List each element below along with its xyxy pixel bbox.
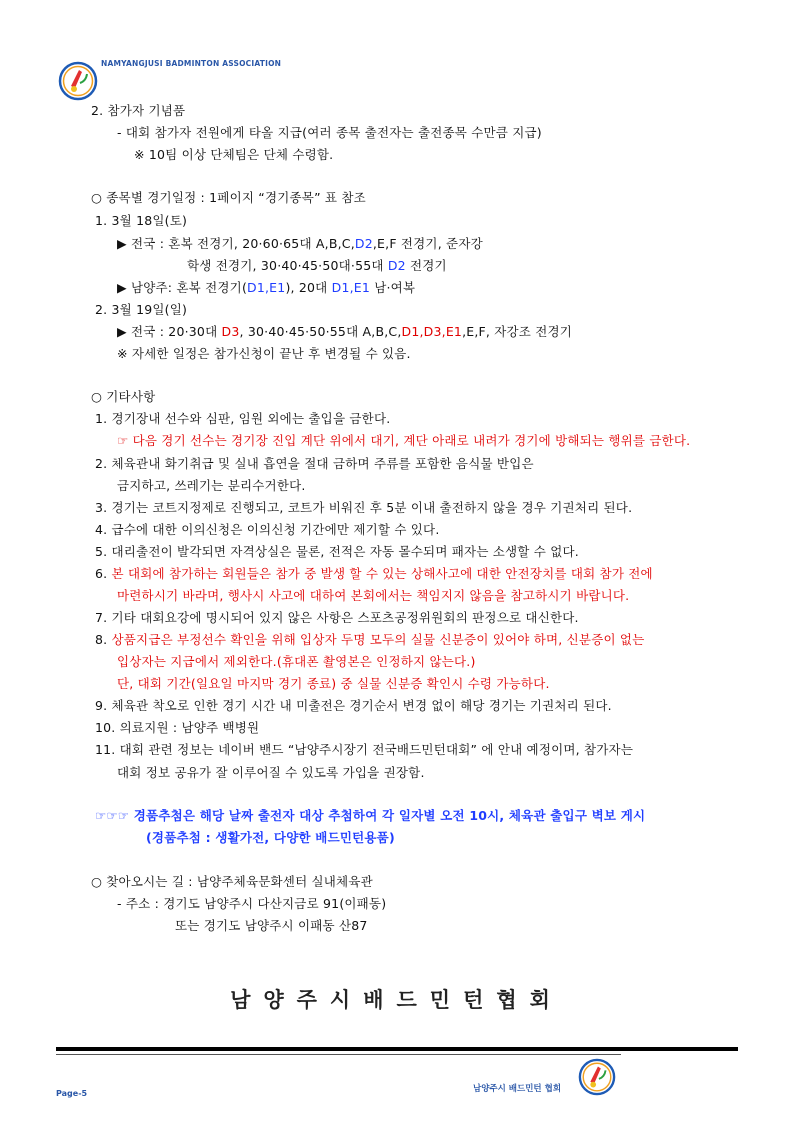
rule-2-cont: 금지하고, 쓰레기는 분리수거한다. [117, 478, 306, 493]
rule-6-cont: 마련하시기 바라며, 행사시 사고에 대하여 본회에서는 책임지지 않음을 참고하시기 바랍니다. [117, 588, 630, 603]
rule-6: 6. 본 대회에 참가하는 회원들은 참가 중 발생 할 수 있는 상해사고에 대한 안전장치를 대회 참가 전에 [95, 566, 653, 581]
rule-7: 7. 기타 대회요강에 명시되어 있지 않은 사항은 스포츠공정위원회의 판정으로 대신한다. [95, 610, 579, 625]
rule-11: 11. 대회 관련 정보는 네이버 밴드 “남양주시장기 전국배드민턴대회” 에 안내 예정이며, 참가자는 [95, 742, 634, 757]
misc-heading: ○ 기타사항 [91, 389, 156, 404]
association-title: 남양주시배드민턴협회 [230, 988, 563, 1012]
footer-rule-thick [56, 1047, 738, 1051]
association-logo [58, 61, 98, 101]
directions-heading: ○ 찾아오시는 길 : 남양주체육문화센터 실내체육관 [91, 874, 373, 889]
day1-national: ▶ 전국 : 혼복 전경기, 20·60·65대 A,B,C,D2,E,F 전경기, 준자강 [117, 236, 483, 251]
rule-8-cont: 입상자는 지급에서 제외한다.(휴대폰 촬영본은 인정하지 않는다.) [117, 654, 476, 669]
day1-local: ▶ 남양주: 혼복 전경기(D1,E1), 20대 D1,E1 남·여복 [117, 280, 416, 295]
prize-draw-items: (경품추첨 : 생활가전, 다양한 배드민턴용품) [146, 830, 395, 845]
page-number: Page-5 [56, 1089, 88, 1098]
day1-national-cont: 학생 전경기, 30·40·45·50대·55대 D2 전경기 [187, 258, 447, 273]
schedule-note: ※ 자세한 일정은 참가신청이 끝난 후 변경될 수 있음. [117, 346, 411, 361]
day2-heading: 2. 3월 19일(일) [95, 302, 188, 317]
address-line: - 주소 : 경기도 남양주시 다산지금로 91(이패동) [117, 896, 387, 911]
rule-8: 8. 상품지급은 부정선수 확인을 위해 입상자 두명 모두의 실물 신분증이 있어야 하며, 신분증이 없는 [95, 632, 645, 647]
address-alt: 또는 경기도 남양주시 이패동 산87 [175, 918, 368, 933]
rule-8-cont2: 단, 대회 기간(일요일 마지막 경기 종료) 중 실물 신분증 확인시 수령 가능하다. [117, 676, 550, 691]
souvenir-note: ※ 10팀 이상 단체팀은 단체 수령함. [134, 147, 334, 162]
rule-11-cont: 대회 정보 공유가 잘 이루어질 수 있도록 가입을 권장함. [117, 765, 425, 780]
association-name: NAMYANGJUSI BADMINTON ASSOCIATION [101, 59, 282, 68]
rule-1-note: ☞ 다음 경기 선수는 경기장 진입 계단 위에서 대기, 계단 아래로 내려가 경기에 방해되는 행위를 금한다. [117, 433, 691, 448]
souvenir-line: - 대회 참가자 전원에게 타올 지급(여러 종목 출전자는 출전종목 수만큼 지급) [117, 125, 542, 140]
rule-1: 1. 경기장내 선수와 심판, 임원 외에는 출입을 금한다. [95, 411, 391, 426]
footer-rule-thin [56, 1054, 621, 1055]
rule-9: 9. 체육관 착오로 인한 경기 시간 내 미출전은 경기순서 변경 없이 해당 경기는 기권처리 된다. [95, 698, 612, 713]
rule-4: 4. 급수에 대한 이의신청은 이의신청 기간에만 제기할 수 있다. [95, 522, 440, 537]
day2-national: ▶ 전국 : 20·30대 D3, 30·40·45·50·55대 A,B,C,D1,D3,E1,E,F, 자강조 전경기 [117, 324, 573, 339]
footer-association-name: 남양주시 배드민턴 협회 [473, 1084, 562, 1094]
footer-logo [578, 1058, 616, 1096]
souvenir-heading: 2. 참가자 기념품 [91, 103, 186, 118]
rule-3: 3. 경기는 코트지정제로 진행되고, 코트가 비워진 후 5분 이내 출전하지 않을 경우 기권처리 된다. [95, 500, 633, 515]
rule-5: 5. 대리출전이 발각되면 자격상실은 물론, 전적은 자동 몰수되며 패자는 소생할 수 없다. [95, 544, 579, 559]
day1-heading: 1. 3월 18일(토) [95, 213, 188, 228]
rule-10: 10. 의료지원 : 남양주 백병원 [95, 720, 260, 735]
schedule-heading: ○ 종목별 경기일정 : 1페이지 “경기종목” 표 참조 [91, 190, 366, 205]
rule-2: 2. 체육관내 화기취급 및 실내 흡연을 절대 금하며 주류를 포함한 음식물 반입은 [95, 456, 534, 471]
prize-draw-note: ☞☞☞ 경품추첨은 해당 날짜 출전자 대상 추첨하여 각 일자별 오전 10시, 체육관 출입구 벽보 게시 [95, 808, 646, 823]
